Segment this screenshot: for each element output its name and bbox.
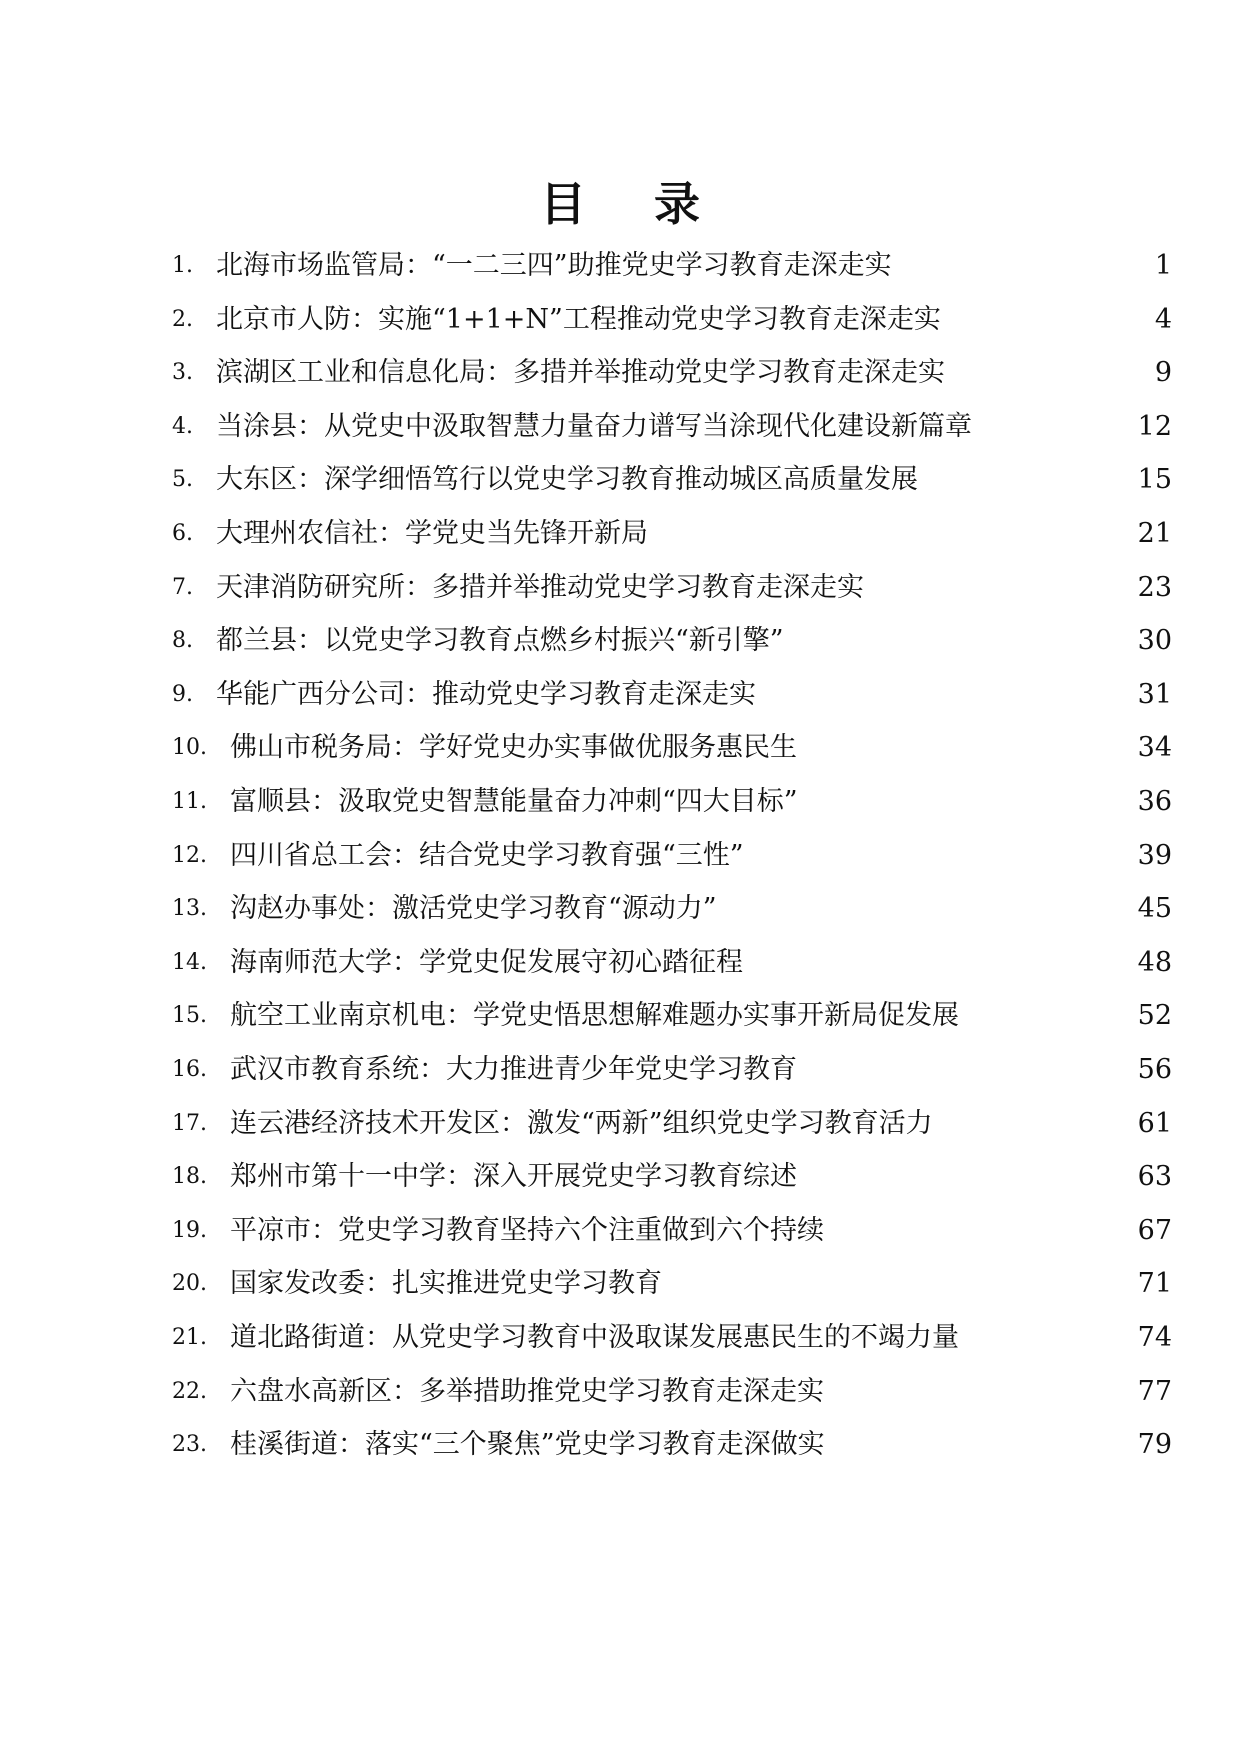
toc-entry-number: 21.: [172, 1325, 207, 1350]
toc-entry-title: 大东区：深学细悟笃行以党史学习教育推动城区高质量发展: [216, 464, 918, 496]
toc-entry[interactable]: [172, 675, 1172, 715]
toc-entry-title: 道北路街道：从党史学习教育中汲取谋发展惠民生的不竭力量: [230, 1322, 959, 1353]
toc-entry-title: 大理州农信社：学党史当先锋开新局: [216, 518, 648, 549]
toc-entry[interactable]: [172, 1157, 1172, 1197]
toc-entry-page-number: 36: [1137, 786, 1172, 817]
toc-entry[interactable]: [172, 996, 1172, 1036]
toc-entry-title: 沟赵办事处：激活党史学习教育“源动力”: [230, 893, 717, 925]
toc-entry[interactable]: [172, 1104, 1172, 1144]
toc-entry[interactable]: [172, 1372, 1172, 1412]
toc-entry[interactable]: [172, 1318, 1172, 1358]
toc-entry-page-number: 56: [1137, 1054, 1172, 1085]
toc-entry-number: 20.: [172, 1271, 207, 1297]
toc-entry-number: 4.: [172, 413, 193, 439]
toc-entry-title: 华能广西分公司：推动党史学习教育走深走实: [216, 678, 756, 710]
toc-entry-page-number: 45: [1137, 893, 1172, 925]
toc-entry-title: 当涂县：从党史中汲取智慧力量奋力谱写当涂现代化建设新篇章: [216, 410, 972, 442]
toc-entry[interactable]: [172, 407, 1172, 447]
toc-entry[interactable]: [172, 353, 1172, 393]
toc-entry-number: 17.: [172, 1110, 207, 1136]
toc-entry-title: 郑州市第十一中学：深入开展党史学习教育综述: [230, 1161, 797, 1193]
toc-entry[interactable]: [172, 568, 1172, 608]
toc-entry-title: 北海市场监管局：“一二三四”助推党史学习教育走深走实: [216, 250, 892, 281]
toc-entry[interactable]: [172, 836, 1172, 876]
toc-entry-number: 22.: [172, 1378, 207, 1404]
toc-entry-title: 国家发改委：扎实推进党史学习教育: [230, 1268, 662, 1300]
toc-entry-page-number: 67: [1137, 1214, 1172, 1246]
toc-entry-page-number: 4: [1154, 303, 1172, 335]
toc-entry-number: 12.: [172, 842, 207, 868]
toc-entry-title: 滨湖区工业和信息化局：多措并举推动党史学习教育走深走实: [216, 357, 945, 389]
toc-entry-number: 5.: [172, 467, 193, 493]
toc-entry-page-number: 30: [1137, 625, 1172, 657]
toc-entry-title: 航空工业南京机电：学党史悟思想解难题办实事开新局促发展: [230, 1000, 959, 1032]
page-title: 目 录: [539, 177, 726, 231]
toc-entry-number: 3.: [172, 360, 193, 386]
toc-entry-page-number: 9: [1154, 357, 1172, 389]
toc-entry-number: 13.: [172, 896, 207, 922]
toc-entry-title: 平凉市：党史学习教育坚持六个注重做到六个持续: [230, 1214, 824, 1246]
toc-entry-number: 6.: [172, 521, 193, 546]
toc-entry[interactable]: [172, 460, 1172, 500]
toc-entry-number: 15.: [172, 1003, 207, 1029]
toc-entry-number: 18.: [172, 1164, 207, 1190]
toc-entry-page-number: 48: [1137, 946, 1172, 978]
toc-entry-page-number: 34: [1137, 732, 1172, 764]
toc-entry-title: 六盘水高新区：多举措助推党史学习教育走深走实: [230, 1375, 824, 1407]
toc-entry[interactable]: [172, 728, 1172, 768]
toc-entry[interactable]: [172, 782, 1172, 822]
toc-entry-title: 四川省总工会：结合党史学习教育强“三性”: [230, 839, 744, 871]
toc-entry-page-number: 71: [1137, 1268, 1172, 1300]
toc-entry-title: 北京市人防：实施“1+1+N”工程推动党史学习教育走深走实: [216, 303, 941, 335]
toc-entry-number: 9.: [172, 681, 193, 707]
toc-entry-page-number: 23: [1137, 571, 1172, 603]
toc-entry-title: 桂溪街道：落实“三个聚焦”党史学习教育走深做实: [230, 1429, 825, 1461]
toc-entry-number: 14.: [172, 949, 207, 975]
toc-entry-page-number: 61: [1137, 1107, 1172, 1139]
toc-entry-title: 天津消防研究所：多措并举推动党史学习教育走深走实: [216, 571, 864, 603]
toc-entry[interactable]: [172, 1425, 1172, 1465]
toc-entry-page-number: 31: [1137, 678, 1172, 710]
toc-entry-number: 7.: [172, 574, 193, 600]
toc-entry[interactable]: [172, 514, 1172, 554]
toc-entry-page-number: 39: [1137, 839, 1172, 871]
toc-entry-title: 武汉市教育系统：大力推进青少年党史学习教育: [230, 1054, 797, 1085]
toc-entry-page-number: 79: [1137, 1429, 1172, 1461]
toc-entry-number: 8.: [172, 628, 193, 654]
toc-entry[interactable]: [172, 246, 1172, 286]
toc-entry-page-number: 77: [1137, 1375, 1172, 1407]
toc-entry-title: 都兰县：以党史学习教育点燃乡村振兴“新引擎”: [216, 625, 784, 657]
toc-entry[interactable]: [172, 889, 1172, 929]
toc-entry-page-number: 63: [1137, 1161, 1172, 1193]
toc-entry-number: 10.: [172, 735, 207, 761]
toc-entry-page-number: 52: [1137, 1000, 1172, 1032]
toc-entry-title: 海南师范大学：学党史促发展守初心踏征程: [230, 946, 743, 978]
toc-entry-page-number: 1: [1154, 250, 1172, 281]
toc-entry-number: 16.: [172, 1057, 207, 1082]
toc-entry[interactable]: [172, 1264, 1172, 1304]
toc-entry-number: 1.: [172, 253, 193, 278]
toc-entry-page-number: 15: [1137, 464, 1172, 496]
toc-entry-number: 2.: [172, 306, 193, 332]
toc-entry-title: 富顺县：汲取党史智慧能量奋力冲刺“四大目标”: [230, 786, 798, 817]
toc-entry[interactable]: [172, 300, 1172, 340]
toc-entry-page-number: 74: [1137, 1322, 1172, 1353]
toc-entry-page-number: 21: [1137, 518, 1172, 549]
toc-entry-number: 19.: [172, 1217, 207, 1243]
toc-entry-title: 佛山市税务局：学好党史办实事做优服务惠民生: [230, 732, 797, 764]
toc-entry-page-number: 12: [1137, 410, 1172, 442]
toc-entry-number: 11.: [172, 789, 207, 814]
toc-entry-number: 23.: [172, 1432, 207, 1458]
toc-entry-title: 连云港经济技术开发区：激发“两新”组织党史学习教育活力: [230, 1107, 933, 1139]
toc-entry[interactable]: [172, 1050, 1172, 1090]
toc-entry[interactable]: [172, 1211, 1172, 1251]
toc-entry[interactable]: [172, 943, 1172, 983]
toc-entry[interactable]: [172, 621, 1172, 661]
